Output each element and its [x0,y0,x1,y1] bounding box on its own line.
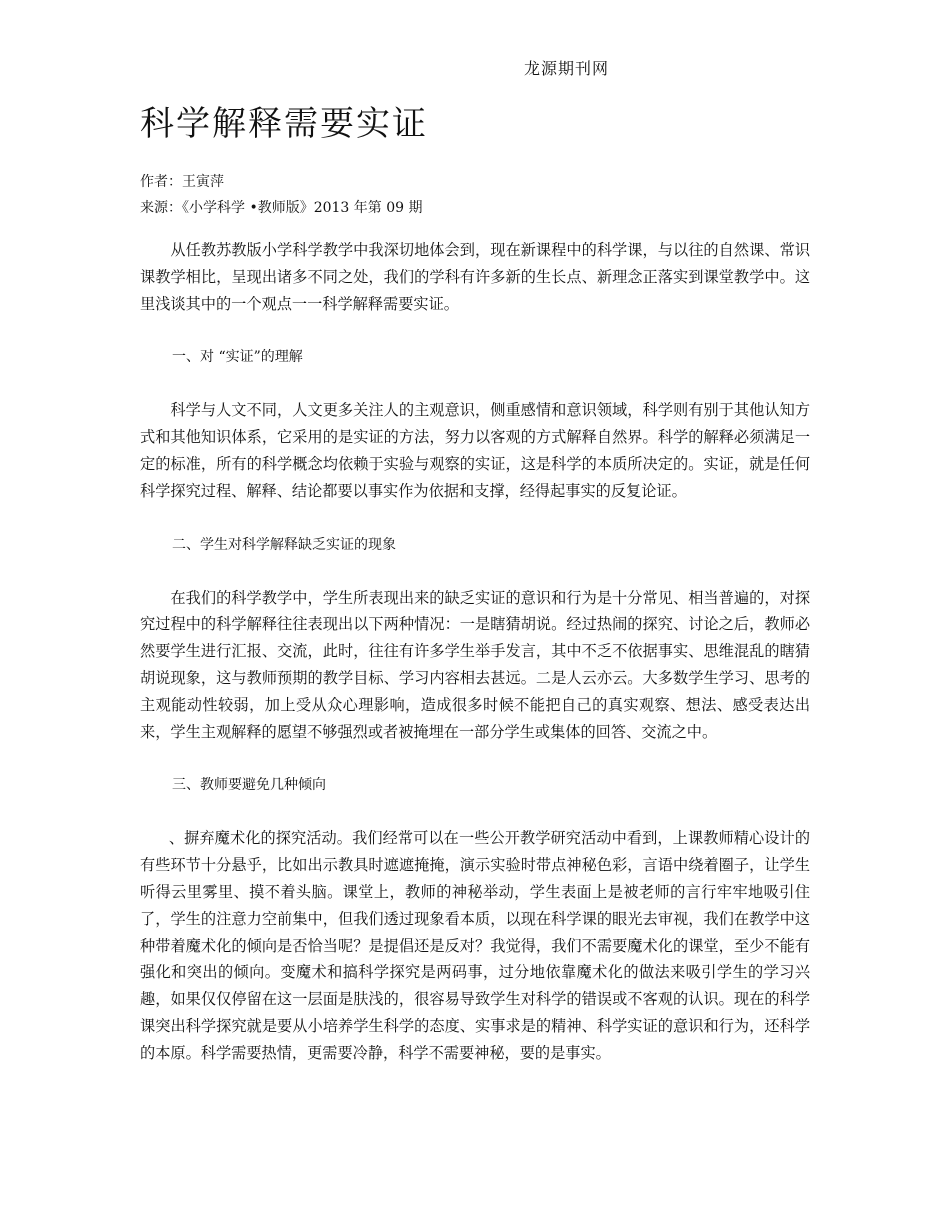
site-name: 龙源期刊网 [524,59,610,78]
section-paragraph-3: 、摒弃魔术化的探究活动。我们经常可以在一些公开教学研究活动中看到，上课教师精心设计的有些环节十分悬乎，比如出示教具时遮遮掩掩，演示实验时带点神秘色彩，言语中绕着圈子，让学生听得云里雾里、摸不着头脑。课堂上，教师的神秘举动，学生表面上是被老师的言行牢牢地吸引住了，学生的注意力空前集中，但我们透过现象看本质，以现在科学课的眼光去审视，我们在教学中这种带着魔术化的倾向是否恰当呢？是提倡还是反对？我觉得，我们不需要魔术化的课堂，至少不能有强化和突出的倾向。变魔术和搞科学探究是两码事，过分地依靠魔术化的做法来吸引学生的学习兴趣，如果仅仅停留在这一层面是肤浅的，很容易导致学生对科学的错误或不客观的认识。现在的科学课突出科学探究就是要从小培养学生科学的态度、实事求是的精神、科学实证的意识和行为，还科学的本原。科学需要热情，更需要冷静，科学不需要神秘，要的是事实。 [140,829,810,1062]
author-line: 作者：王寅萍 [140,174,224,190]
article-title: 科学解释需要实证 [140,104,428,144]
article-body [140,237,810,1094]
section-paragraph-1: 科学与人文不同，人文更多关注人的主观意识，侧重感情和意识领域，科学则有别于其他认知方式和其他知识体系，它采用的是实证的方法，努力以客观的方式解释自然界。科学的解释必须满足一定的标准，所有的科学概念均依赖于实验与观察的实证，这是科学的本质所决定的。实证，就是任何科学探究过程、解释、结论都要以事实作为依据和支撑，经得起事实的反复论证。 [140,401,810,500]
section-heading-2: 二、学生对科学解释缺乏实证的现象 [172,536,396,553]
source-line: 来源：《小学科学 •教师版》2013 年第 09 期 [140,200,423,216]
section-heading-1: 一、对 “实证”的理解 [172,349,303,366]
section-heading-3: 三、教师要避免几种倾向 [172,777,326,794]
section-paragraph-2: 在我们的科学教学中，学生所表现出来的缺乏实证的意识和行为是十分常见、相当普遍的，对探究过程中的科学解释往往表现出以下两种情况：一是瞎猜胡说。经过热闹的探究、讨论之后，教师必然要学生进行汇报、交流，此时，往往有许多学生举手发言，其中不乏不依据事实、思维混乱的瞎猜胡说现象，这与教师预期的教学目标、学习内容相去甚远。二是人云亦云。大多数学生学习、思考的主观能动性较弱，加上受从众心理影响，造成很多时候不能把自己的真实观察、想法、感受表达出来，学生主观解释的愿望不够强烈或者被掩埋在一部分学生或集体的回答、交流之中。 [140,588,810,741]
intro-paragraph: 从任教苏教版小学科学教学中我深切地体会到，现在新课程中的科学课，与以往的自然课、常识课教学相比，呈现出诸多不同之处，我们的学科有许多新的生长点、新理念正落实到课堂教学中。这里浅谈其中的一个观点一一科学解释需要实证。 [140,241,810,313]
